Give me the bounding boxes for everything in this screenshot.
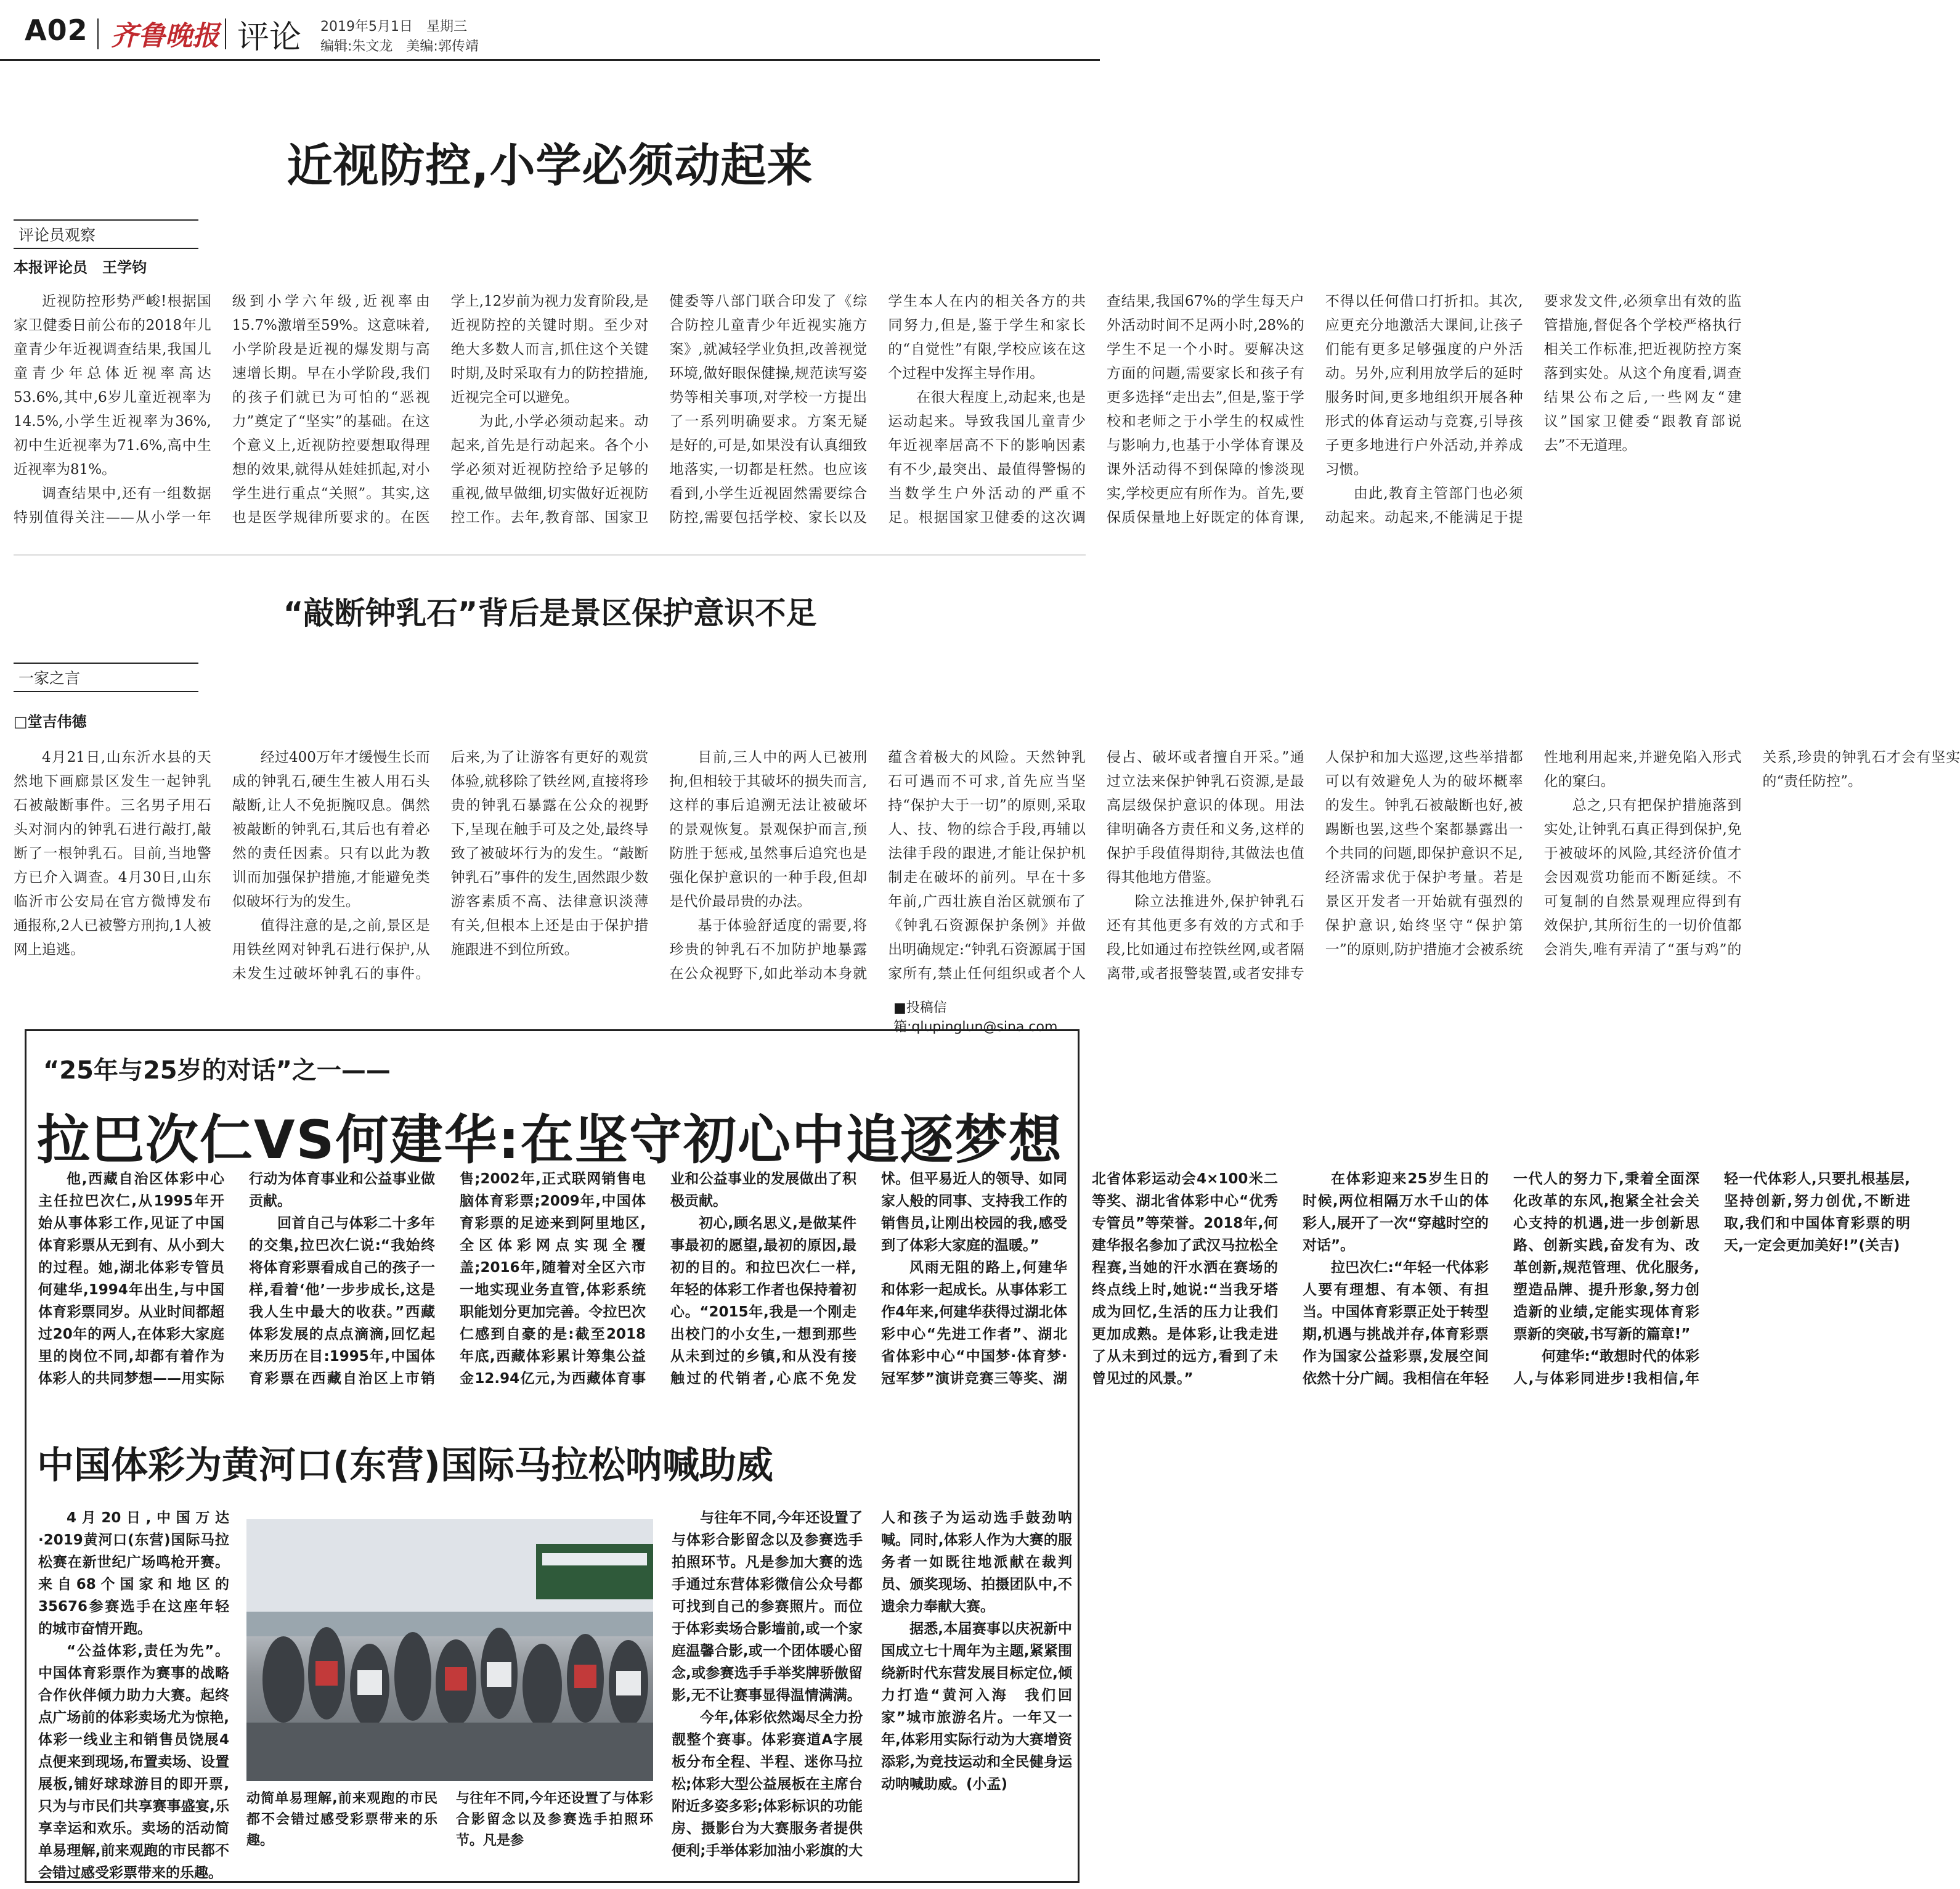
paragraph: 近视防控形势严峻!根据国家卫健委日前公布的2018年儿童青少年近视调查结果,我国儿童青少年总体近视率高达53.6%,其中,6岁儿童近视率为14.5%,小学生近视率为36%,初中生近视率为71.6%,高中生近视率为81%。 xyxy=(14,293,211,478)
paragraph: 4月20日,中国万达·2019黄河口(东营)国际马拉松赛在新世纪广场鸣枪开赛。来自68个国家和地区的35676参赛选手在这座年轻的城市奋情开跑。 xyxy=(38,1510,229,1637)
article4-headline: 中国体彩为黄河口(东营)国际马拉松呐喊助威 xyxy=(37,1444,773,1487)
article2-body xyxy=(14,746,1960,995)
header-divider xyxy=(97,18,99,49)
article3-headline: 拉巴次仁VS何建华:在坚守初心中追逐梦想 xyxy=(37,1109,1063,1171)
masthead-logo: 齐鲁晚报 xyxy=(111,20,219,52)
paragraph: 在体彩迎来25岁生日的时候,两位相隔万水千山的体彩人,展开了一次“穿越时空的对话”。 xyxy=(1303,1171,1489,1254)
paragraph: 由此,教育主管部门也必须动起来。动起来,不能满足于提要求发文件,必须拿出有效的监管措施,督促各个学校严格执行相关工作标准,把近视防控方案落到实处。从这个角度看,调查结果公布之后,一些网友“建议”国家卫健委“跟教育部说去”不无道理。 xyxy=(1325,293,1742,526)
article2-byline-box xyxy=(14,663,198,731)
paragraph: 何建华:“敢想时代的体彩人,与体彩同进步!我相信,年轻一代体彩人,只要扎根基层,坚持创新,努力创优,不断进取,我们和中国体育彩票的明天,一定会更加美好!”(关吉) xyxy=(1513,1171,1910,1387)
page-header xyxy=(0,0,1100,62)
article1-body xyxy=(14,290,1742,549)
paragraph: 目前,三人中的两人已被刑拘,但相较于其破坏的损失而言,这样的事后追溯无法让被破坏的景观恢复。景观保护而言,预防胜于惩戒,虽然事后追究也是强化保护意识的一种手段,但却是代价最昂贵的办法。 xyxy=(669,749,868,910)
editor-credits: 编辑:朱文龙 美编:郭传靖 xyxy=(320,39,479,54)
paragraph: 风雨无阻的路上,何建华和体彩一起成长。从事体彩工作4年来,何建华获得过湖北体彩中心“先进工作者”、湖北省体彩中心“中国梦·体育梦·冠军梦”演讲竞赛三等奖、湖北省体彩运动会4×100米二等奖、湖北省体彩中心“优秀专管员”等荣誉。2018年,何建华报名参加了武汉马拉松全程赛,当她的汗水洒在赛场的终点线上时,她说:“当我牙塔成为回忆,生活的压力让我们更加成熟。是体彩,让我走进了从未到过的远方,看到了未曾见过的风景。” xyxy=(881,1171,1278,1387)
marathon-photo xyxy=(246,1519,653,1781)
paragraph: 基于体验舒适度的需要,将珍贵的钟乳石不加防护地暴露在公众视野下,如此举动本身就蕴含着极大的风险。天然钟乳石可遇而不可求,首先应当坚持“保护大于一切”的原则,采取人、技、物的综合手段,再辅以法律手段的跟进,才能让保护机制走在破坏的前列。早在十多年前,广西壮族自治区就颁布了《钟乳石资源保护条例》并做出明确规定:“钟乳石资源属于国家所有,禁止任何组织或者个人侵占、破坏或者擅自开采。”通过立法来保护钟乳石资源,是最高层级保护意识的体现。用法律明确各方责任和义务,这样的保护手段值得期待,其做法也值得其他地方借鉴。 xyxy=(669,749,1304,982)
contribute-email: ■投稿信箱:qlupinglun@sina.com xyxy=(893,1000,1058,1035)
article3-body xyxy=(38,1168,1910,1408)
paragraph: 经过400万年才缓慢生长而成的钟乳石,硬生生被人用石头敲断,让人不免扼腕叹息。偶然被敲断的钟乳石,其后也有着必然的责任因素。只有以此为教训而加强保护措施,才能避免类似破坏行为的发生。 xyxy=(232,749,430,910)
paragraph: 今年,体彩依然竭尽全力扮靓整个赛事。体彩赛道A字展板分布全程、半程、迷你马拉松;体彩大型公益展板在主席台附近多姿多彩;体彩标识的功能房、摄影台为大赛服务者提供便利;手举体彩加油小彩旗的大人和孩子为运动选手鼓劲呐喊。同时,体彩人作为大赛的服务者一如既往地派献在裁判员、颁奖现场、拍摄团队中,不遗余力奉献大赛。 xyxy=(672,1510,1072,1859)
marathon-runners-image xyxy=(246,1519,653,1781)
column-label: 评论员观察 xyxy=(14,219,198,249)
article4-col1 xyxy=(38,1507,229,1881)
column-label: 一家之言 xyxy=(14,663,198,692)
header-rule xyxy=(0,59,1100,61)
paragraph: 他,西藏自治区体彩中心主任拉巴次仁,从1995年开始从事体彩工作,见证了中国体育彩票从无到有、从小到大的过程。她,湖北体彩专管员何建华,1994年出生,与中国体育彩票同岁。从业时间都超过20年的两人,在体彩大家庭里的岗位不同,却都有着作为体彩人的共同梦想——用实际行动为体育事业和公益事业做贡献。 xyxy=(38,1171,435,1387)
paragraph: 4月21日,山东沂水县的天然地下画廊景区发生一起钟乳石被敲断事件。三名男子用石头对洞内的钟乳石进行敲打,敲断了一根钟乳石。目前,当地警方已介入调查。4月30日,山东临沂市公安局在官方微博发布通报称,2人已被警方刑拘,1人被网上追逃。 xyxy=(14,749,211,958)
author: □堂吉伟德 xyxy=(14,713,87,730)
paragraph: 与往年不同,今年还设置了与体彩合影留念以及参赛选手拍照环节。凡是参 xyxy=(456,1791,653,1848)
article1-byline-box xyxy=(14,219,198,277)
issue-date: 2019年5月1日 星期三 xyxy=(320,19,467,35)
paragraph: 在很大程度上,动起来,也是运动起来。导致我国儿童青少年近视率居高不下的影响因素有不少,最突出、最值得警惕的当数学生户外活动的严重不足。根据国家卫健委的这次调查结果,我国67%的学生每天户外活动时间不足两小时,28%的学生不足一个小时。要解决这方面的问题,需要家长和孩子有更多选择“走出去”,但是,鉴于学校和老师之于小学生的权威性与影响力,也基于小学体育课及课外活动得不到保障的惨淡现实,学校更应有所作为。首先,要保质保量地上好既定的体育课,不得以任何借口打折扣。其次,应更充分地激活大课间,让孩子们能有更多足够强度的户外活动。另外,应利用放学后的延时服务时间,更多地组织开展各种形式的体育运动与竞赛,引导孩子更多地进行户外活动,并养成习惯。 xyxy=(888,293,1523,526)
paragraph: 初心,顾名思义,是做某件事最初的愿望,最初的原因,最初的目的。和拉巴次仁一样,年轻的体彩工作者也保持着初心。“2015年,我是一个刚走出校门的小女生,一想到那些从未到过的乡镇,和从没有接触过的代销者,心底不免发怵。但平易近人的领导、如同家人般的同事、支持我工作的销售员,让刚出校园的我,感受到了体彩大家庭的温暖。” xyxy=(670,1171,1067,1387)
paragraph: 总之,只有把保护措施落到实处,让钟乳石真正得到保护,免于被破坏的风险,其经济价值才会因观赏功能而不断延续。不可复制的自然景观理应得到有效保护,其所衍生的一切价值都会消失,唯有弄清了“蛋与鸡”的关系,珍贵的钟乳石才会有坚实的“责任防控”。 xyxy=(1543,749,1960,958)
paragraph: 调查结果中,还有一组数据特别值得关注——从小学一年级到小学六年级,近视率由15.7%激增至59%。这意味着,小学阶段是近视的爆发期与高速增长期。早在小学阶段,我们的孩子们就已为可怕的“恶视力”奠定了“坚实”的基础。在这个意义上,近视防控要想取得理想的效果,就得从娃娃抓起,对小学生进行重点“关照”。其实,这也是医学规律所要求的。在医学上,12岁前为视力发育阶段,是近视防控的关键时期。至少对绝大多数人而言,抓住这个关键时期,及时采取有力的防控措施,近视完全可以避免。 xyxy=(14,293,649,526)
paragraph: 与往年不同,今年还设置了与体彩合影留念以及参赛选手拍照环节。凡是参加大赛的选手通过东营体彩微信公众号都可找到自己的参赛照片。而位于体彩卖场合影墙前,或一个家庭温馨合影,或一个团体暖心留念,或参赛选手手举奖牌骄傲留影,无不让赛事显得温情满满。 xyxy=(672,1510,863,1703)
paragraph: “公益体彩,责任为先”。中国体育彩票作为赛事的战略合作伙伴倾力助力大赛。起终点广场前的体彩卖场尤为惊艳,体彩一线业主和销售员饶展4点便来到现场,布置卖场、设置展板,铺好球球游目的即开票,只为与市民们共享赛事盛宴,乐享幸运和欢乐。卖场的活动简单易理解,前来观跑的市民都不会错过感受彩票带来的乐趣。 xyxy=(38,1643,229,1881)
article4-col2 xyxy=(246,1789,437,1875)
author: 本报评论员 王学钧 xyxy=(14,259,147,276)
paragraph: 为此,小学必须动起来。动起来,首先是行动起来。各个小学必须对近视防控给予足够的重视,做早做细,切实做好近视防控工作。去年,教育部、国家卫健委等八部门联合印发了《综合防控儿童青少年近视实施方案》,就减轻学业负担,改善视觉环境,做好眼保健操,规范读写姿势等相关事项,对学校一方提出了一系列明确要求。方案无疑是好的,可是,如果没有认真细致地落实,一切都是枉然。也应该看到,小学生近视固然需要综合防控,需要包括学校、家长以及学生本人在内的相关各方的共同努力,但是,鉴于学生和家长的“自觉性”有限,学校应该在这个过程中发挥主导作用。 xyxy=(450,293,1086,526)
page-number: A02 xyxy=(25,14,88,47)
section-name: 评论 xyxy=(237,19,302,56)
paragraph-continued: 动简单易理解,前来观跑的市民都不会错过感受彩票带来的乐趣。 xyxy=(246,1791,437,1848)
article3-kicker: “25年与25岁的对话”之一—— xyxy=(43,1056,391,1085)
paragraph: 回首自己与体彩二十多年的交集,拉巴次仁说:“我始终将体育彩票看成自己的孩子一样,看着‘他’一步步成长,这是我人生中最大的收获。”西藏体彩发展的点点滴滴,回忆起来历历在目:1995年,中国体育彩票在西藏自治区上市销售;2002年,正式联网销售电脑体育彩票;2009年,中国体育彩票的足迹来到阿里地区,全区体彩网点实现全覆盖;2016年,随着对全区六市一地实现业务直管,体彩系统职能划分更加完善。令拉巴次仁感到自豪的是:截至2018年底,西藏体彩累计筹集公益金12.94亿元,为西藏体育事业和公益事业的发展做出了积极贡献。 xyxy=(249,1171,856,1387)
paragraph: 除立法推进外,保护钟乳石还有其他更多有效的方式和手段,比如通过布控铁丝网,或者隔离带,或者报警装置,或者安排专人保护和加大巡逻,这些举措都可以有效避免人为的破坏概率的发生。钟乳石被敲断也好,被踢断也罢,这些个案都暴露出一个共同的问题,即保护意识不足,经济需求优于保护考量。若是景区开发者一开始就有强烈的保护意识,始终坚守“保护第一”的原则,防护措施才会被系统性地利用起来,并避免陷入形式化的窠臼。 xyxy=(1106,749,1742,982)
paragraph: 据悉,本届赛事以庆祝新中国成立七十周年为主题,紧紧围绕新时代东营发展目标定位,倾力打造“黄河入海 我们回家”城市旅游名片。一年又一年,体彩用实际行动为大赛增资添彩,为竞技运动和全民健身运动呐喊助威。(小孟) xyxy=(881,1621,1072,1792)
article1-headline: 近视防控,小学必须动起来 xyxy=(287,139,813,192)
paragraph: 拉巴次仁:“年轻一代体彩人要有理想、有本领、有担当。中国体育彩票正处于转型期,机遇与挑战并存,体育彩票作为国家公益彩票,发展空间依然十分广阔。我相信在年轻一代人的努力下,秉着全面深化改革的东风,抱紧全社会关心支持的机遇,进一步创新思路、创新实践,奋发有为、改革创新,规范管理、优化服务,塑造品牌、提升形象,努力创造新的业绩,定能实现体育彩票新的突破,书写新的篇章!” xyxy=(1303,1171,1699,1387)
article4-col3 xyxy=(456,1789,653,1875)
article4-right-body xyxy=(672,1507,1072,1874)
article2-headline: “敲断钟乳石”背后是景区保护意识不足 xyxy=(283,595,817,631)
paragraph: 值得注意的是,之前,景区是用铁丝网对钟乳石进行保护,从未发生过破坏钟乳石的事件。后来,为了让游客有更好的观赏体验,就移除了铁丝网,直接将珍贵的钟乳石暴露在公众的视野下,呈现在触手可及之处,最终导致了被破坏行为的发生。“敲断钟乳石”事件的发生,固然跟少数游客素质不高、法律意识淡薄有关,但根本上还是由于保护措施跟进不到位所致。 xyxy=(232,749,649,982)
header-divider xyxy=(225,18,226,49)
header-meta xyxy=(320,17,479,57)
